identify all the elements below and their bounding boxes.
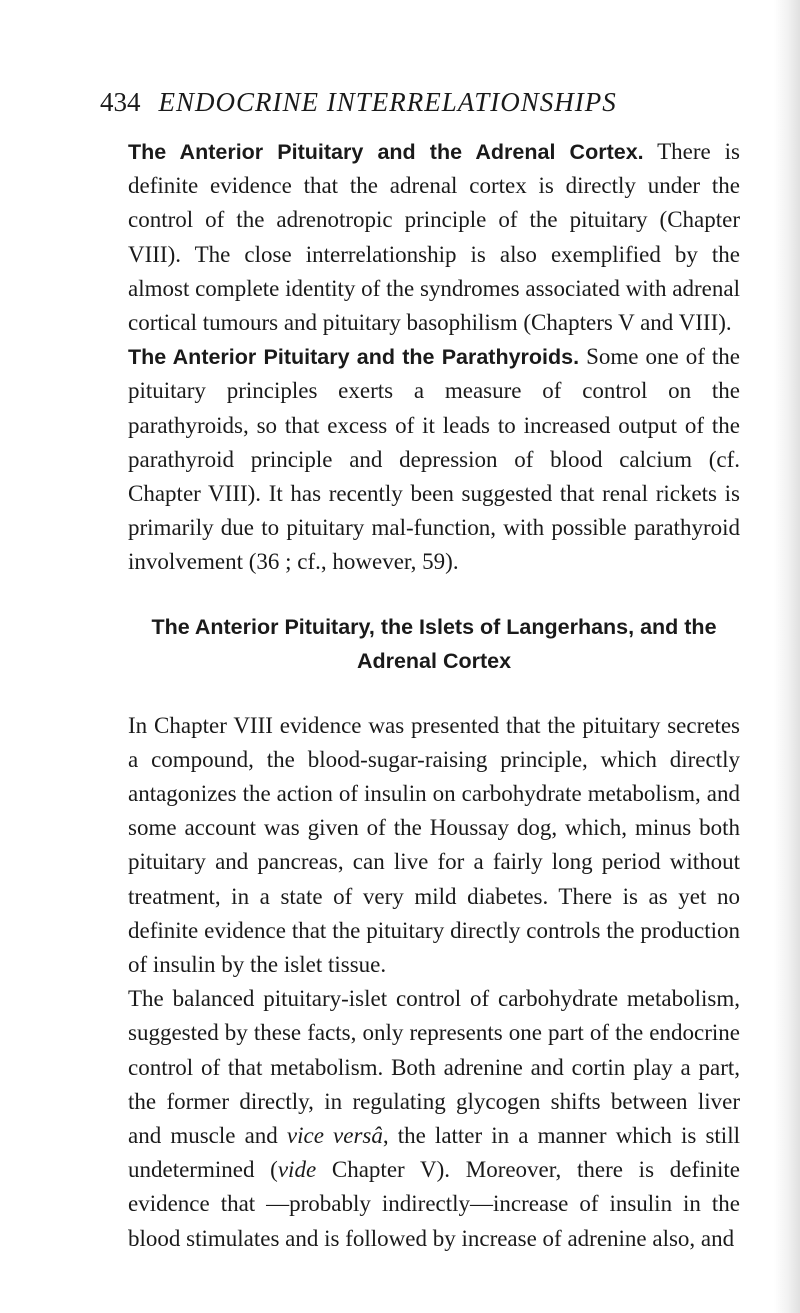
paragraph-blood-sugar [128,709,740,983]
paragraph-2-text: Some one of the pituitary principles exerts a measure of control on the parathyroids, so that excess of it leads to increased output of the parathyroid principle and depression of blood calcium (cf. Chapter VIII). It has recently been suggested that renal rickets is primarily due to pituitary mal-function, with possible parathyroid involvement (36 ; cf., however, 59). [128,344,740,575]
page-number: 434 [100,87,141,117]
paragraph-4-italic-vice-versa: vice versâ [286,1123,383,1149]
body-text [128,135,740,1256]
paragraph-carbohydrate-control [128,982,740,1256]
running-header [100,82,740,122]
paragraph-1-text: There is definite evidence that the adrenal cortex is directly under the control of the adrenotropic principle of the pituitary (Chapter VIII). The close interrelationship is also exemplified by the almost complete identity of the syndromes associated with adrenal cortical tumours and pituitary basophilism (Chapters V and VIII). [128,139,740,336]
page-edge-shadow [774,0,800,1313]
section-heading-line-1: The Anterior Pituitary, the Islets of Langerhans, and the [151,614,717,639]
sidehead-adrenal-cortex: The Anterior Pituitary and the Adrenal Cortex. [128,140,644,164]
running-title: ENDOCRINE INTERRELATIONSHIPS [158,87,617,117]
paragraph-parathyroids [128,340,740,579]
paragraph-4-text-c: Chapter V). Moreover, there is definite evidence that —probably indirectly—increase of insulin in the blood stimulates and is followed by increase of adrenine also, and [128,1157,740,1251]
section-heading-line-2: Adrenal Cortex [356,648,512,673]
paragraph-4-text-b: , the latter in a manner which is still undetermined ( [128,1123,740,1183]
sidehead-parathyroids: The Anterior Pituitary and the Parathyroids. [128,345,580,370]
paragraph-3-text: In Chapter VIII evidence was presented that the pituitary secretes a compound, the blood-sugar-raising principle, which directly antagonizes the action of insulin on carbohydrate metabolism, and some account was given of the Houssay dog, which, minus both pituitary and pancreas, can live for a fairly long period without treatment, in a state of very mild diabetes. There is as yet no definite evidence that the pituitary directly controls the production of insulin by the islet tissue. [128,712,740,978]
paragraph-adrenal-cortex [128,135,740,340]
paragraph-4-text-a: The balanced pituitary-islet control of carbohydrate metabolism, suggested by these facts, only represents one part of the endocrine control of that metabolism. Both adrenine and cortin play a part, the former directly, in regulating glycogen shifts between liver and muscle and [128,986,740,1149]
section-heading [128,610,740,678]
paragraph-4-italic-vide: vide [277,1157,317,1183]
